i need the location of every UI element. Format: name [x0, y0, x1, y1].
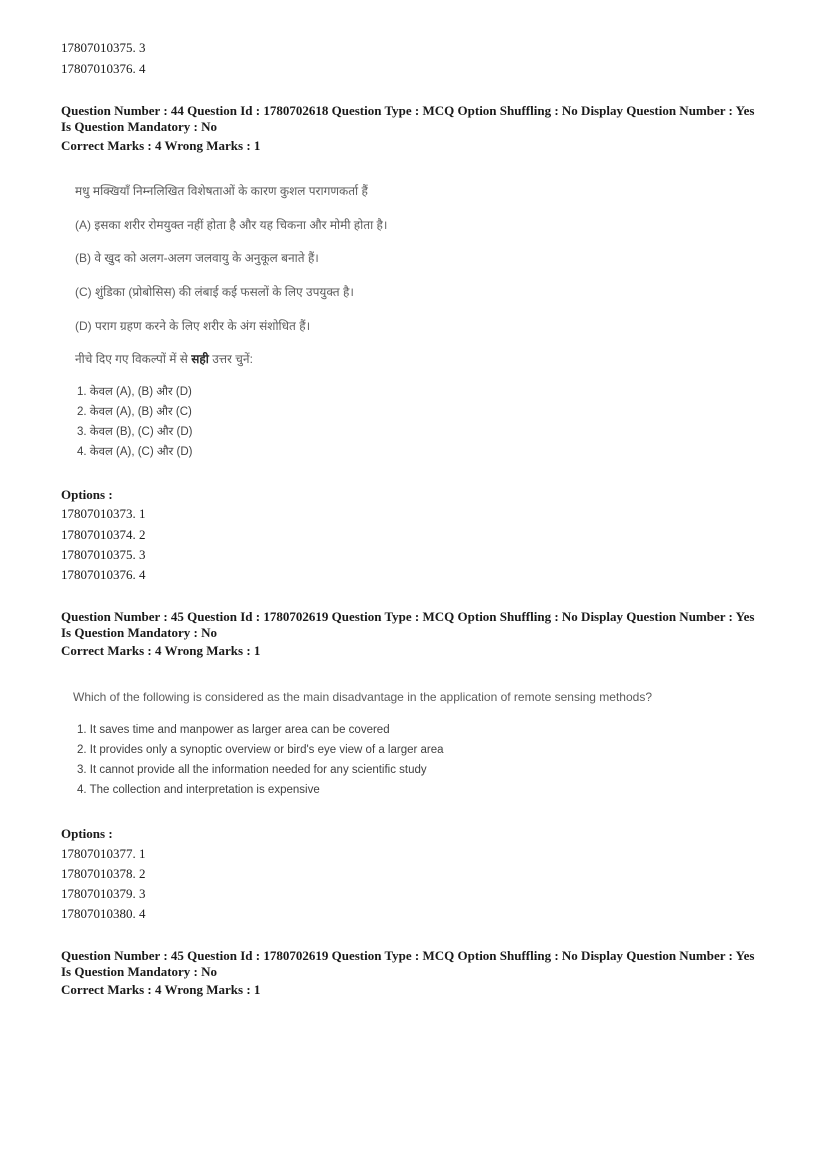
statement-c: (C) शुंडिका (प्रोबोसिस) की लंबाई कई फसलों के लिए उपयुक्त है।: [75, 285, 354, 299]
question-marks: Correct Marks : 4 Wrong Marks : 1: [61, 982, 261, 997]
option-line: 17807010376. 4: [61, 61, 146, 76]
option-line: 17807010376. 4: [61, 567, 146, 582]
question-mandatory: Is Question Mandatory : No: [61, 964, 218, 979]
choice-2: 2. केवल (A), (B) और (C): [77, 406, 192, 418]
option-line: 17807010380. 4: [61, 906, 146, 921]
statement-b: (B) वे खुद को अलग-अलग जलवायु के अनुकूल बनाते हैं।: [75, 251, 319, 265]
choice-1: 1. It saves time and manpower as larger area can be covered: [77, 724, 390, 736]
option-line: 17807010377. 1: [61, 846, 146, 861]
question-mandatory: Is Question Mandatory : No: [61, 625, 218, 640]
option-line: 17807010375. 3: [61, 40, 146, 55]
question-marks: Correct Marks : 4 Wrong Marks : 1: [61, 643, 261, 658]
statement-a: (A) इसका शरीर रोमयुक्त नहीं होता है और यह चिकना और मोमी होता है।: [75, 218, 388, 232]
instruction: नीचे दिए गए विकल्पों में से सही उत्तर चुनें:: [75, 352, 253, 366]
choice-4: 4. केवल (A), (C) और (D): [77, 446, 193, 458]
option-line: 17807010375. 3: [61, 547, 146, 562]
option-line: 17807010379. 3: [61, 886, 146, 901]
options-label: Options :: [61, 826, 113, 841]
choice-3: 3. It cannot provide all the information needed for any scientific study: [77, 764, 427, 776]
question-image-hindi: [61, 178, 781, 468]
options-label: Options :: [61, 487, 113, 502]
option-line: 17807010373. 1: [61, 506, 146, 521]
question-header: Question Number : 45 Question Id : 1780702619 Question Type : MCQ Option Shuffling : No Display Question Number : Yes: [61, 948, 755, 963]
statement-d: (D) पराग ग्रहण करने के लिए शरीर के अंग संशोधित हैं।: [75, 319, 311, 333]
question-header: Question Number : 45 Question Id : 1780702619 Question Type : MCQ Option Shuffling : No Display Question Number : Yes: [61, 609, 755, 624]
choice-3: 3. केवल (B), (C) और (D): [77, 426, 193, 438]
question-marks: Correct Marks : 4 Wrong Marks : 1: [61, 138, 261, 153]
choice-2: 2. It provides only a synoptic overview or bird's eye view of a larger area: [77, 744, 444, 756]
question-stem: मधु मक्खियाँ निम्नलिखित विशेषताओं के कारण कुशल परागणकर्ता हैं: [75, 184, 368, 198]
question-image-english: [61, 688, 781, 803]
question-header: Question Number : 44 Question Id : 1780702618 Question Type : MCQ Option Shuffling : No Display Question Number : Yes: [61, 103, 755, 118]
question-stem: Which of the following is considered as the main disadvantage in the application of remote sensing methods?: [73, 690, 653, 704]
option-line: 17807010378. 2: [61, 866, 146, 881]
question-mandatory: Is Question Mandatory : No: [61, 119, 218, 134]
choice-1: 1. केवल (A), (B) और (D): [77, 386, 192, 398]
option-line: 17807010374. 2: [61, 527, 146, 542]
choice-4: 4. The collection and interpretation is expensive: [77, 784, 320, 796]
